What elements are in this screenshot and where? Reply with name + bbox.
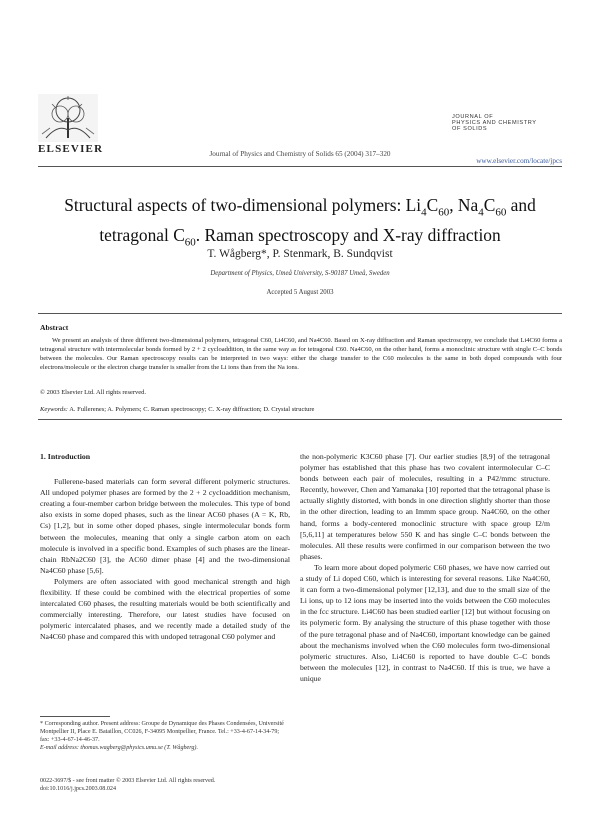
issn-line: 0022-3697/$ - see front matter © 2003 Elsevier Ltd. All rights reserved. [40, 778, 216, 784]
journal-logo-line: OF SOLIDS [452, 126, 488, 132]
header-divider [38, 166, 562, 167]
issn-block [40, 777, 290, 793]
title-line-1: Structural aspects of two-dimensional polymers: $Li_4C_{60}$, $Na_4C_{60}$ and [64, 195, 536, 219]
section-heading: 1. Introduction [40, 452, 91, 461]
journal-logo-line: JOURNAL OF [452, 114, 494, 120]
journal-logo [452, 114, 564, 132]
body-paragraph: Polymers are often associated with good mechanical strength and high flexibility. If these could be combined with the electrical properties of some intercalated C60 phases, the resulting materials would be both scientifically and commercially interesting. Therefore, our latest studies have focused on polymeric intercalated phases, and we recently made a detailed study of the Na4C60 phase and compared this with undoped tetragonal C60 polymer and [40, 576, 290, 642]
abstract-heading: Abstract [40, 323, 69, 332]
accepted-date: Accepted 5 August 2003 [266, 289, 334, 296]
journal-logo-line: PHYSICS AND CHEMISTRY [452, 120, 537, 126]
corresponding-author-note: * Corresponding author. Present address: Groupe de Dynamique des Phases Condensées, Université Montpellier II, Place E. Bataillon, CC026, F-34095 Montpellier, France. Tel.: +33-4-67-14-34-79; fax: +33-4-67-14-46-37. [40, 721, 284, 743]
keywords [40, 406, 314, 413]
journal-citation: Journal of Physics and Chemistry of Solids 65 (2004) 317–320 [209, 150, 391, 158]
abstract-text: We present an analysis of three different two-dimensional polymers, tetragonal C60, Li4C60, and Na4C60. Based on X-ray diffraction and Raman spectroscopy, we conclude that Li4C60 forms a tetragonal structure with intermolecular bonds formed by 2 + 2 cycloaddition, in the same way as for tetragonal C60. Na4C60, on the other hand, forms a monoclinic structure with single C–C bonds between the molecules. Our Raman spectroscopy results can be interpreted in two ways: either the charge transfer to the C60 molecules is the same in both doped compounds with four electrons/molecule or the electron charge transfer is smaller from the Li ions than from the Na ions. [40, 337, 562, 371]
body-paragraph: the non-polymeric K3C60 phase [7]. Our earlier studies [8,9] of the tetragonal polymer has established that this phase has two covalent intermolecular C–C bonds between each pair of molecules, resulting in a P42/mmc structure. Recently, however, Chen and Yamanaka [10] reported that the tetragonal phase is actually slightly distorted, with bonds in one direction slightly shorter than those in the other direction, leading to an Immm space group. Na4C60, on the other hand, forms a body-centered monoclinic structure with space group I2/m [5,6,11] at temperatures below 550 K and has single C–C bonds between the molecules. All these results were confirmed in our comparison between the two phases. [300, 452, 550, 561]
abstract-copyright: © 2003 Elsevier Ltd. All rights reserved. [40, 389, 147, 396]
title-line-2: tetragonal $C_{60}$. Raman spectroscopy and X-ray diffraction [99, 225, 501, 249]
abstract-bottom-divider [38, 419, 562, 420]
left-column [40, 451, 290, 643]
footnote-divider [40, 716, 110, 717]
email-address[interactable]: E-mail address: thomas.wagberg@physics.umu.se (T. Wågberg). [40, 745, 198, 751]
doi-line[interactable]: doi:10.1016/j.jpcs.2003.08.024 [40, 786, 117, 792]
elsevier-tree-icon [38, 94, 98, 142]
affiliation: Department of Physics, Umeå University, S-90187 Umeå, Sweden [210, 270, 390, 277]
keywords-label: Keywords: [40, 406, 68, 413]
authors: T. Wågberg*, P. Stenmark, B. Sundqvist [207, 248, 393, 260]
right-column [300, 451, 550, 684]
body-paragraph: To learn more about doped polymeric C60 phases, we have now carried out a study of Li doped C60, which is interesting for several reasons. Like Na4C60, it can form a two-dimensional polymer [12,13], and due to the small size of the Li ions, up to 12 ions may be inserted into the voids between the C60 molecules in the fcc structure. Li4C60 has been studied earlier [12] but without focusing on its polymeric form. By analysing the structure of this phase together with those of the pure tetragonal phase and of Na4C60, important knowledge can be gained about the mechanisms involved when the C60 molecules form two-dimensional polymeric structures. Also, Li4C60 is reported to have double C–C bonds between the molecules [12], in contrast to Na4C60. If this is true, we have a unique [300, 562, 550, 683]
abstract-top-divider [38, 313, 562, 314]
body-paragraph: Fullerene-based materials can form several different polymeric structures. All undoped polymer phases are formed by the 2 + 2 cycloaddition mechanism, creating a four-member carbon bridge between the molecules. This type of bond also exists in some doped phases, such as the linear AC60 phases (A = K, Rb, Cs) [1,2], but in some other doped phases, single intermolecular bonds form between the molecules, meaning that only a single carbon atom on each molecule is involved in a specific bond. Examples of such phases are the linear-chain RbNa2C60 [3], the AC60 dimer phase [4] and the two-dimensional Na4C60 phase [5,6]. [40, 477, 290, 575]
journal-url-link[interactable]: www.elsevier.com/locate/jpcs [476, 157, 562, 165]
keywords-list: A. Fullerenes; A. Polymers; C. Raman spectroscopy; C. X-ray diffraction; D. Crystal structure [69, 406, 315, 413]
paper-title [40, 194, 560, 255]
abstract-body [40, 337, 562, 373]
elsevier-logo [38, 94, 104, 155]
footnote [40, 720, 290, 752]
publisher-name: ELSEVIER [38, 143, 104, 155]
